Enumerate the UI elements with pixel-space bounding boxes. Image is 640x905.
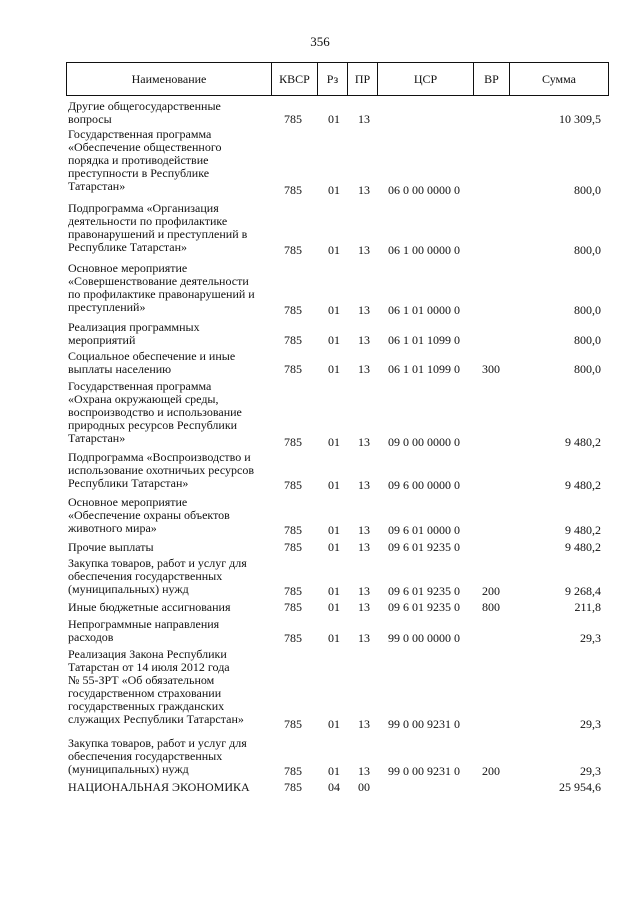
row-sum: 9 268,4 xyxy=(565,584,601,598)
row-rz: 01 xyxy=(328,333,340,347)
row-kvsr: 785 xyxy=(284,523,302,537)
row-sum: 9 480,2 xyxy=(565,523,601,537)
row-name: Закупка товаров, работ и услуг для обеспечения государственных (муниципальных) нужд xyxy=(68,556,247,596)
row-rz: 01 xyxy=(328,717,340,731)
row-kvsr: 785 xyxy=(284,780,302,794)
row-name: Основное мероприятие «Обеспечение охраны объектов животного мира» xyxy=(68,495,230,535)
row-pr: 13 xyxy=(358,584,370,598)
row-kvsr: 785 xyxy=(284,540,302,554)
header-name: Наименование xyxy=(67,63,272,95)
row-pr: 13 xyxy=(358,523,370,537)
row-kvsr: 785 xyxy=(284,764,302,778)
row-sum: 9 480,2 xyxy=(565,540,601,554)
row-pr: 13 xyxy=(358,112,370,126)
row-csr: 09 6 01 9235 0 xyxy=(388,540,460,554)
row-name: Государственная программа «Охрана окружающей среды, воспроизводство и использование природных ресурсов Республики Татарстан» xyxy=(68,379,242,445)
row-name: Социальное обеспечение и иные выплаты населению xyxy=(68,349,236,376)
row-sum: 10 309,5 xyxy=(559,112,601,126)
row-name: НАЦИОНАЛЬНАЯ ЭКОНОМИКА xyxy=(68,780,250,794)
row-pr: 13 xyxy=(358,362,370,376)
row-sum: 29,3 xyxy=(580,764,601,778)
row-sum: 211,8 xyxy=(574,600,601,614)
row-rz: 01 xyxy=(328,435,340,449)
row-rz: 01 xyxy=(328,243,340,257)
row-csr: 09 0 00 0000 0 xyxy=(388,435,460,449)
header-csr: ЦСР xyxy=(378,63,474,95)
row-pr: 13 xyxy=(358,303,370,317)
row-csr: 09 6 00 0000 0 xyxy=(388,478,460,492)
row-csr: 06 1 00 0000 0 xyxy=(388,243,460,257)
row-name: Закупка товаров, работ и услуг для обеспечения государственных (муниципальных) нужд xyxy=(68,736,247,776)
row-sum: 29,3 xyxy=(580,631,601,645)
row-kvsr: 785 xyxy=(284,243,302,257)
row-rz: 01 xyxy=(328,600,340,614)
row-csr: 06 0 00 0000 0 xyxy=(388,183,460,197)
row-pr: 13 xyxy=(358,183,370,197)
row-pr: 13 xyxy=(358,435,370,449)
row-pr: 13 xyxy=(358,764,370,778)
header-rz: Рз xyxy=(318,63,348,95)
row-kvsr: 785 xyxy=(284,600,302,614)
row-sum: 800,0 xyxy=(574,303,601,317)
row-kvsr: 785 xyxy=(284,584,302,598)
header-kvsr: КВСР xyxy=(272,63,318,95)
row-pr: 13 xyxy=(358,243,370,257)
header-pr: ПР xyxy=(348,63,378,95)
header-sum: Сумма xyxy=(542,72,576,86)
row-kvsr: 785 xyxy=(284,478,302,492)
row-name: Другие общегосударственные вопросы xyxy=(68,99,221,126)
row-kvsr: 785 xyxy=(284,631,302,645)
row-rz: 01 xyxy=(328,362,340,376)
row-pr: 00 xyxy=(358,780,370,794)
row-vr: 800 xyxy=(482,600,500,614)
row-csr: 09 6 01 9235 0 xyxy=(388,584,460,598)
row-sum: 9 480,2 xyxy=(565,435,601,449)
row-rz: 01 xyxy=(328,764,340,778)
row-rz: 01 xyxy=(328,478,340,492)
row-vr: 200 xyxy=(482,584,500,598)
row-rz: 01 xyxy=(328,303,340,317)
row-csr: 06 1 01 0000 0 xyxy=(388,303,460,317)
row-sum: 29,3 xyxy=(580,717,601,731)
row-csr: 09 6 01 0000 0 xyxy=(388,523,460,537)
row-rz: 01 xyxy=(328,540,340,554)
row-kvsr: 785 xyxy=(284,183,302,197)
row-kvsr: 785 xyxy=(284,717,302,731)
row-name: Прочие выплаты xyxy=(68,540,154,554)
row-vr: 200 xyxy=(482,764,500,778)
row-csr: 06 1 01 1099 0 xyxy=(388,362,460,376)
row-pr: 13 xyxy=(358,717,370,731)
row-name: Иные бюджетные ассигнования xyxy=(68,600,231,614)
row-csr: 99 0 00 0000 0 xyxy=(388,631,460,645)
row-name: Подпрограмма «Воспроизводство и использование охотничьих ресурсов Республики Татарстан» xyxy=(68,450,255,490)
row-name: Непрограммные направления расходов xyxy=(68,617,220,644)
row-rz: 01 xyxy=(328,183,340,197)
row-sum: 800,0 xyxy=(574,183,601,197)
row-sum: 800,0 xyxy=(574,362,601,376)
row-rz: 01 xyxy=(328,523,340,537)
row-name: Основное мероприятие «Совершенствование деятельности по профилактике правонарушений и преступлений» xyxy=(68,261,255,314)
row-pr: 13 xyxy=(358,478,370,492)
row-name: Подпрограмма «Организация деятельности по профилактике правонарушений и преступлений в Республике Татарстан» xyxy=(68,201,248,254)
row-name: Государственная программа «Обеспечение общественного порядка и противодействие преступности в Республике Татарстан» xyxy=(68,127,222,193)
table-header xyxy=(66,62,609,96)
row-kvsr: 785 xyxy=(284,303,302,317)
row-kvsr: 785 xyxy=(284,435,302,449)
row-pr: 13 xyxy=(358,631,370,645)
row-csr: 99 0 00 9231 0 xyxy=(388,717,460,731)
row-pr: 13 xyxy=(358,333,370,347)
row-csr: 06 1 01 1099 0 xyxy=(388,333,460,347)
row-csr: 99 0 00 9231 0 xyxy=(388,764,460,778)
row-sum: 800,0 xyxy=(574,333,601,347)
row-vr: 300 xyxy=(482,362,500,376)
row-rz: 01 xyxy=(328,112,340,126)
page-number: 356 xyxy=(310,34,330,49)
row-kvsr: 785 xyxy=(284,112,302,126)
row-pr: 13 xyxy=(358,600,370,614)
row-name: Реализация Закона Республики Татарстан от 14 июля 2012 года № 55-ЗРТ «Об обязательном государственном страховании государственных гражданских служащих Республики Татарстан» xyxy=(68,647,244,726)
row-pr: 13 xyxy=(358,540,370,554)
row-sum: 9 480,2 xyxy=(565,478,601,492)
row-sum: 800,0 xyxy=(574,243,601,257)
row-csr: 09 6 01 9235 0 xyxy=(388,600,460,614)
row-kvsr: 785 xyxy=(284,333,302,347)
row-rz: 01 xyxy=(328,631,340,645)
row-rz: 01 xyxy=(328,584,340,598)
row-name: Реализация программных мероприятий xyxy=(68,320,200,347)
row-kvsr: 785 xyxy=(284,362,302,376)
row-sum: 25 954,6 xyxy=(559,780,601,794)
header-vr: ВР xyxy=(474,63,510,95)
row-rz: 04 xyxy=(328,780,340,794)
